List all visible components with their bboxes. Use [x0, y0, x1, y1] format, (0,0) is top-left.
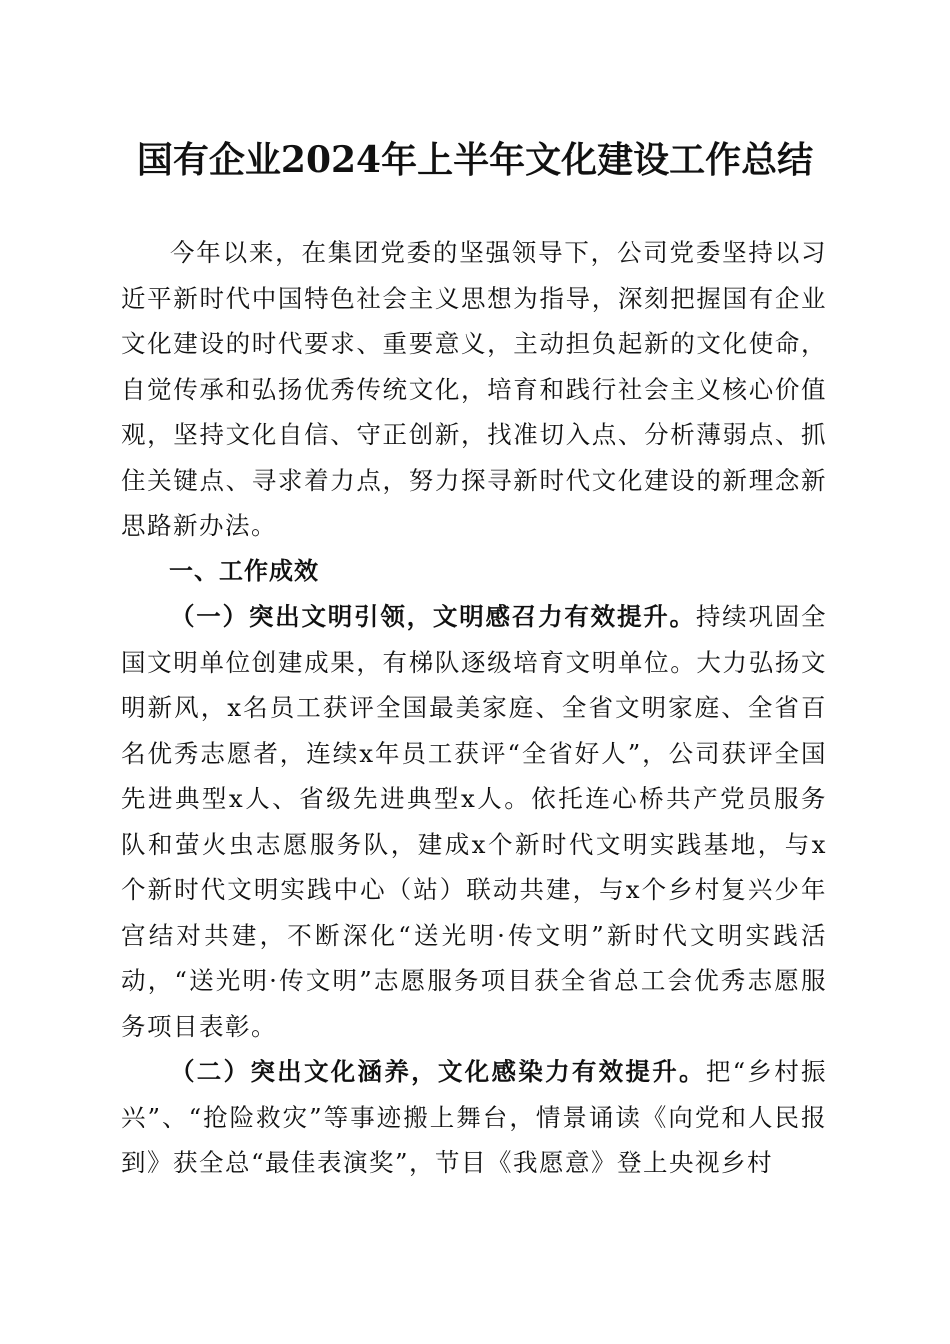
- item-2-heading: （二）突出文化涵养，文化感染力有效提升。: [170, 1057, 706, 1086]
- item-2-text: 把“乡村振兴”、“抢险救灾”等事迹搬上舞台，情景诵读《向党和人民报到》获全总“最佳表演奖”，节目《我愿意》登上央视乡村: [121, 1057, 827, 1177]
- item-1-text: 持续巩固全国文明单位创建成果，有梯队逐级培育文明单位。大力弘扬文明新风，x名员工获评全国最美家庭、全省文明家庭、全省百名优秀志愿者，连续x年员工获评“全省好人”，公司获评全国先进典型x人、省级先进典型x人。依托连心桥共产党员服务队和萤火虫志愿服务队，建成x个新时代文明实践基地，与x个新时代文明实践中心（站）联动共建，与x个乡村复兴少年宫结对共建，不断深化“送光明·传文明”新时代文明实践活动，“送光明·传文明”志愿服务项目获全省总工会优秀志愿服务项目表彰。: [121, 602, 828, 1041]
- section-heading: 一、工作成效: [169, 556, 319, 585]
- item-2-paragraph: [121, 1049, 827, 1186]
- document-title: 国有企业2024年上半年文化建设工作总结: [136, 139, 814, 181]
- intro-paragraph: 今年以来，在集团党委的坚强领导下，公司党委坚持以习近平新时代中国特色社会主义思想为指导，深刻把握国有企业文化建设的时代要求、重要意义，主动担负起新的文化使命，自觉传承和弘扬优秀传统文化，培育和践行社会主义核心价值观，坚持文化自信、守正创新，找准切入点、分析薄弱点、抓住关键点、寻求着力点，努力探寻新时代文化建设的新理念新思路新办法。: [121, 238, 827, 540]
- item-1-paragraph: [121, 594, 827, 1049]
- document-body: [121, 230, 827, 1186]
- item-1-heading: （一）突出文明引领，文明感召力有效提升。: [170, 602, 696, 631]
